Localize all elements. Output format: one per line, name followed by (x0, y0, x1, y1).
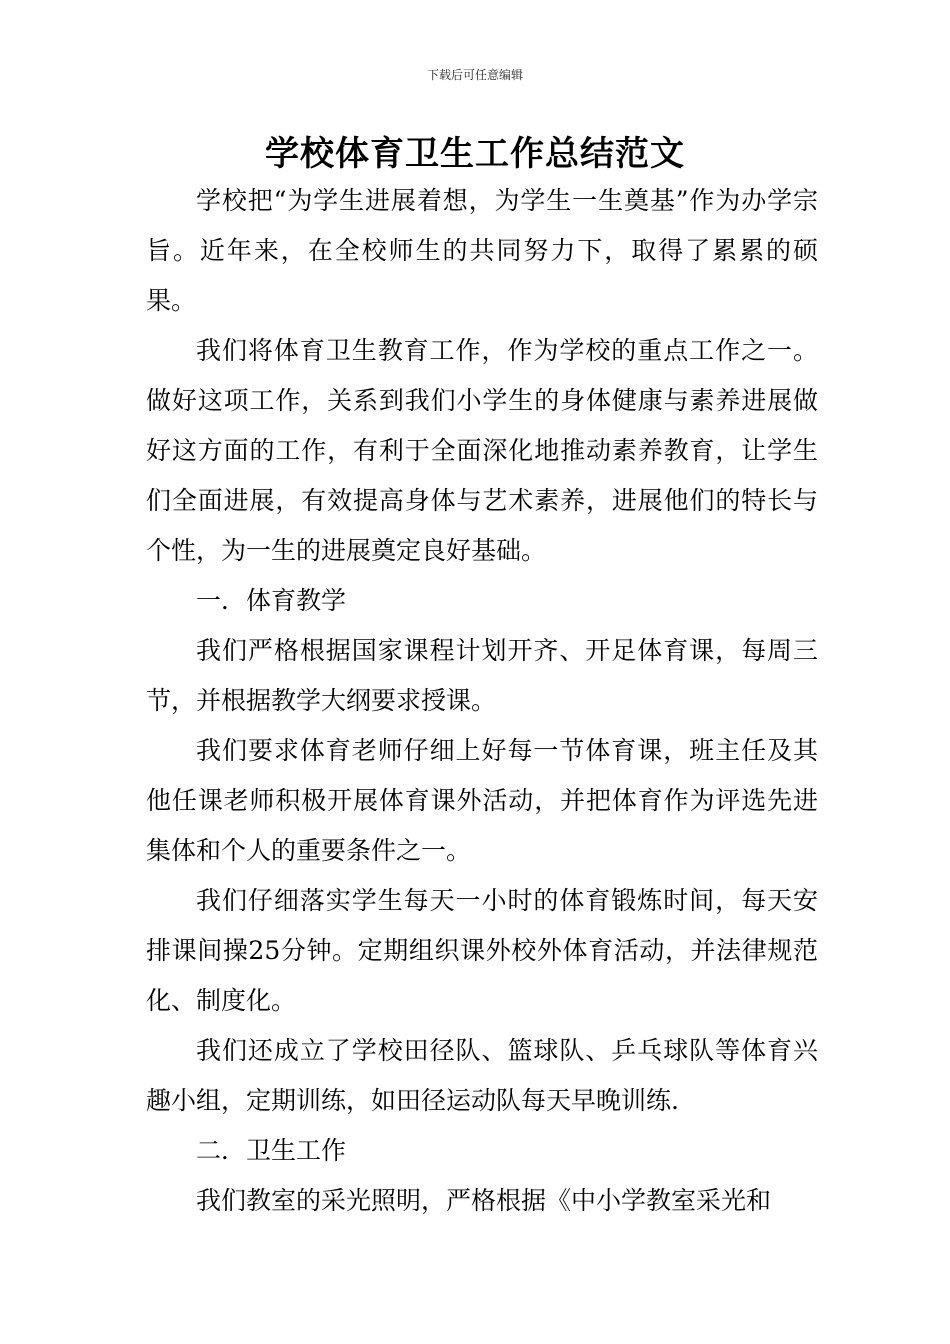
document-body (146, 176, 818, 1226)
section-heading-sports-teaching: 一．体育教学 (196, 586, 347, 615)
page-header-note: 下载后可任意编辑 (426, 68, 523, 82)
body-paragraph-6: 我们还成立了学校田径队、篮球队、乒乓球队等体育兴趣小组，定期训练，如田径运动队每天早晚训练. (146, 1036, 818, 1115)
body-paragraph-2: 我们将体育卫生教育工作，作为学校的重点工作之一。做好这项工作，关系到我们小学生的身体健康与素养进展做好这方面的工作，有利于全面深化地推动素养教育，让学生们全面进展，有效提高身体与艺术素养，进展他们的特长与个性，为一生的进展奠定良好基础。 (146, 336, 818, 565)
body-paragraph-4: 我们要求体育老师仔细上好每一节体育课，班主任及其他任课老师积极开展体育课外活动，并把体育作为评选先进集体和个人的重要条件之一。 (146, 736, 818, 865)
body-paragraph-1: 学校把“为学生进展着想，为学生一生奠基”作为办学宗旨。近年来，在全校师生的共同努力下，取得了累累的硕果。 (146, 186, 818, 315)
body-paragraph-7: 我们教室的采光照明，严格根据《中小学教室采光和 (196, 1186, 772, 1215)
section-heading-hygiene-work: 二．卫生工作 (196, 1136, 347, 1165)
body-paragraph-3: 我们严格根据国家课程计划开齐、开足体育课，每周三节，并根据教学大纲要求授课。 (146, 636, 818, 715)
document-title: 学校体育卫生工作总结范文 (265, 134, 685, 174)
body-paragraph-5: 我们仔细落实学生每天一小时的体育锻炼时间，每天安排课间操25分钟。定期组织课外校外体育活动，并法律规范化、制度化。 (146, 886, 818, 1015)
